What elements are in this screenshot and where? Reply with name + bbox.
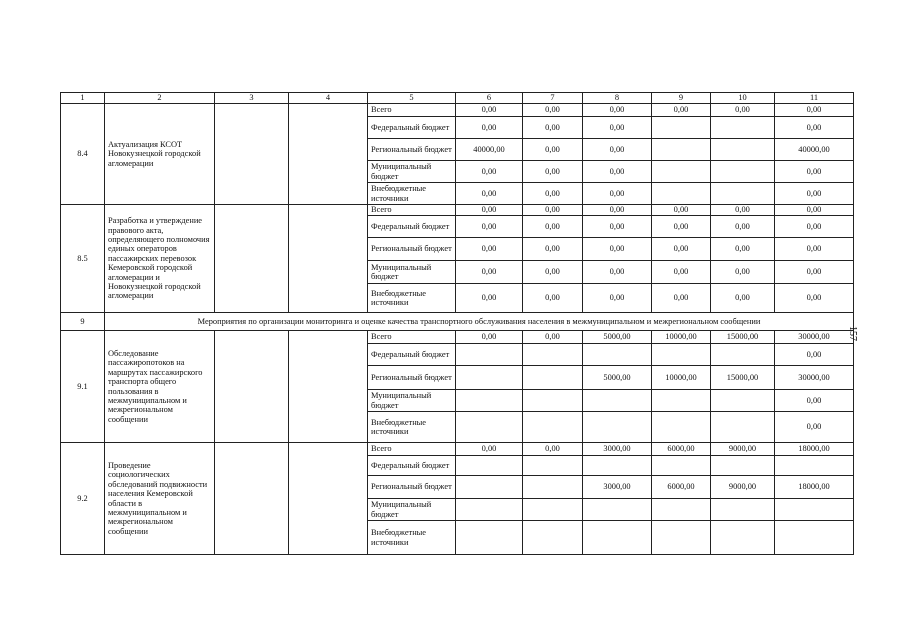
funding-source: Региональный бюджет [368,366,456,390]
value-cell: 9000,00 [711,476,775,499]
value-cell [523,456,583,476]
value-cell [456,521,523,555]
value-cell [652,390,711,412]
value-cell: 0,00 [523,104,583,117]
value-cell: 0,00 [775,261,854,284]
value-cell: 0,00 [652,205,711,216]
value-cell [711,390,775,412]
value-cell: 0,00 [523,216,583,238]
funding-source: Федеральный бюджет [368,344,456,366]
header-cell: 9 [652,93,711,104]
value-cell: 30000,00 [775,331,854,344]
value-cell: 0,00 [456,183,523,205]
value-cell [456,499,523,521]
value-cell: 0,00 [456,443,523,456]
funding-source: Региональный бюджет [368,139,456,161]
value-cell [652,139,711,161]
item-number: 9.1 [61,331,105,443]
value-cell: 0,00 [775,390,854,412]
value-cell [711,161,775,183]
value-cell: 0,00 [583,261,652,284]
value-cell: 18000,00 [775,443,854,456]
value-cell: 30000,00 [775,366,854,390]
funding-source: Всего [368,104,456,117]
value-cell: 0,00 [652,104,711,117]
value-cell [456,390,523,412]
value-cell: 6000,00 [652,443,711,456]
value-cell [775,521,854,555]
value-cell: 0,00 [456,261,523,284]
value-cell: 9000,00 [711,443,775,456]
budget-table [60,92,854,555]
header-cell: 2 [105,93,215,104]
table-row [61,104,854,117]
value-cell [456,366,523,390]
value-cell: 0,00 [456,284,523,313]
funding-source: Федеральный бюджет [368,456,456,476]
empty-cell-col3 [215,205,289,313]
value-cell: 0,00 [583,183,652,205]
empty-cell-col3 [215,104,289,205]
value-cell: 40000,00 [456,139,523,161]
value-cell [652,499,711,521]
value-cell [456,476,523,499]
item-number: 9.2 [61,443,105,555]
value-cell: 0,00 [711,205,775,216]
value-cell: 0,00 [711,261,775,284]
funding-source: Внебюджетные источники [368,412,456,443]
value-cell [583,456,652,476]
header-cell: 10 [711,93,775,104]
value-cell: 0,00 [583,238,652,261]
value-cell [652,456,711,476]
value-cell [652,412,711,443]
value-cell: 0,00 [523,284,583,313]
value-cell: 40000,00 [775,139,854,161]
value-cell: 0,00 [711,238,775,261]
value-cell [523,412,583,443]
value-cell [583,412,652,443]
value-cell [583,344,652,366]
empty-cell-col4 [289,104,368,205]
value-cell: 0,00 [456,117,523,139]
funding-source: Внебюджетные источники [368,521,456,555]
value-cell [523,521,583,555]
value-cell: 0,00 [583,205,652,216]
funding-source: Всего [368,331,456,344]
value-cell: 3000,00 [583,476,652,499]
value-cell [583,390,652,412]
value-cell [711,499,775,521]
value-cell [456,412,523,443]
value-cell [652,161,711,183]
value-cell: 0,00 [523,183,583,205]
value-cell: 15000,00 [711,366,775,390]
value-cell: 0,00 [652,261,711,284]
value-cell: 0,00 [456,205,523,216]
value-cell: 0,00 [456,161,523,183]
value-cell: 18000,00 [775,476,854,499]
value-cell: 0,00 [775,216,854,238]
value-cell [711,117,775,139]
funding-source: Муниципальный бюджет [368,390,456,412]
funding-source: Внебюджетные источники [368,284,456,313]
header-cell: 7 [523,93,583,104]
page-number: 157 [847,326,858,341]
value-cell: 0,00 [583,284,652,313]
value-cell: 0,00 [523,238,583,261]
funding-source: Федеральный бюджет [368,117,456,139]
value-cell: 0,00 [775,238,854,261]
value-cell [523,476,583,499]
table-row [61,205,854,216]
section-number: 9 [61,313,105,331]
item-number: 8.4 [61,104,105,205]
item-description: Проведение социологических обследований подвижности населения Кемеровской области в межмуниципальном и межрегиональном сообщении [105,443,215,555]
value-cell: 10000,00 [652,366,711,390]
value-cell: 0,00 [775,412,854,443]
empty-cell-col4 [289,331,368,443]
table-row [61,331,854,344]
empty-cell-col4 [289,443,368,555]
value-cell [711,521,775,555]
value-cell: 0,00 [583,216,652,238]
empty-cell-col3 [215,331,289,443]
funding-source: Всего [368,205,456,216]
value-cell: 0,00 [456,104,523,117]
value-cell [523,390,583,412]
value-cell: 15000,00 [711,331,775,344]
value-cell [523,366,583,390]
header-cell: 6 [456,93,523,104]
value-cell: 0,00 [775,205,854,216]
value-cell: 0,00 [523,331,583,344]
item-description: Актуализация КСОТ Новокузнецкой городской агломерации [105,104,215,205]
value-cell [711,183,775,205]
value-cell [711,412,775,443]
section-title: Мероприятия по организации мониторинга и оценке качества транспортного обслуживания населения в межмуниципальном и межрегиональном сообщении [105,313,854,331]
value-cell [456,344,523,366]
value-cell: 0,00 [652,216,711,238]
value-cell: 0,00 [523,161,583,183]
value-cell [775,499,854,521]
table-row [61,443,854,456]
value-cell [652,521,711,555]
value-cell: 0,00 [456,216,523,238]
item-number: 8.5 [61,205,105,313]
funding-source: Региональный бюджет [368,476,456,499]
value-cell: 0,00 [583,104,652,117]
value-cell: 0,00 [523,117,583,139]
value-cell [583,499,652,521]
funding-source: Всего [368,443,456,456]
value-cell: 3000,00 [583,443,652,456]
value-cell [523,499,583,521]
value-cell: 0,00 [775,117,854,139]
header-cell: 5 [368,93,456,104]
value-cell [652,183,711,205]
value-cell: 0,00 [456,331,523,344]
header-cell: 11 [775,93,854,104]
value-cell: 6000,00 [652,476,711,499]
funding-source: Муниципальный бюджет [368,499,456,521]
empty-cell-col3 [215,443,289,555]
value-cell: 10000,00 [652,331,711,344]
value-cell: 0,00 [583,161,652,183]
value-cell: 0,00 [775,183,854,205]
funding-source: Муниципальный бюджет [368,161,456,183]
funding-source: Внебюджетные источники [368,183,456,205]
funding-source: Региональный бюджет [368,238,456,261]
value-cell [711,139,775,161]
value-cell: 0,00 [583,139,652,161]
item-description: Обследование пассажиропотоков на маршрутах пассажирского транспорта общего пользования в межмуниципальном и межрегиональном сообщении [105,331,215,443]
item-description: Разработка и утверждение правового акта, определяющего полномочия единых операторов пассажирских перевозок Кемеровской городской агломерации и Новокузнецкой городской агломерации [105,205,215,313]
value-cell [652,117,711,139]
value-cell: 0,00 [775,104,854,117]
value-cell: 0,00 [775,344,854,366]
value-cell: 0,00 [775,284,854,313]
value-cell: 0,00 [523,139,583,161]
value-cell [583,521,652,555]
value-cell [711,456,775,476]
value-cell [456,456,523,476]
value-cell: 0,00 [652,284,711,313]
empty-cell-col4 [289,205,368,313]
value-cell: 0,00 [775,161,854,183]
header-cell: 3 [215,93,289,104]
value-cell: 0,00 [583,117,652,139]
header-cell: 1 [61,93,105,104]
header-cell: 8 [583,93,652,104]
header-row [61,93,854,104]
value-cell [652,344,711,366]
value-cell [775,456,854,476]
value-cell: 0,00 [523,443,583,456]
value-cell [711,344,775,366]
value-cell [523,344,583,366]
section-row [61,313,854,331]
value-cell: 5000,00 [583,331,652,344]
value-cell: 0,00 [652,238,711,261]
funding-source: Федеральный бюджет [368,216,456,238]
value-cell: 0,00 [711,104,775,117]
header-cell: 4 [289,93,368,104]
value-cell: 0,00 [523,261,583,284]
funding-source: Муниципальный бюджет [368,261,456,284]
value-cell: 5000,00 [583,366,652,390]
value-cell: 0,00 [456,238,523,261]
value-cell: 0,00 [711,284,775,313]
value-cell: 0,00 [523,205,583,216]
value-cell: 0,00 [711,216,775,238]
